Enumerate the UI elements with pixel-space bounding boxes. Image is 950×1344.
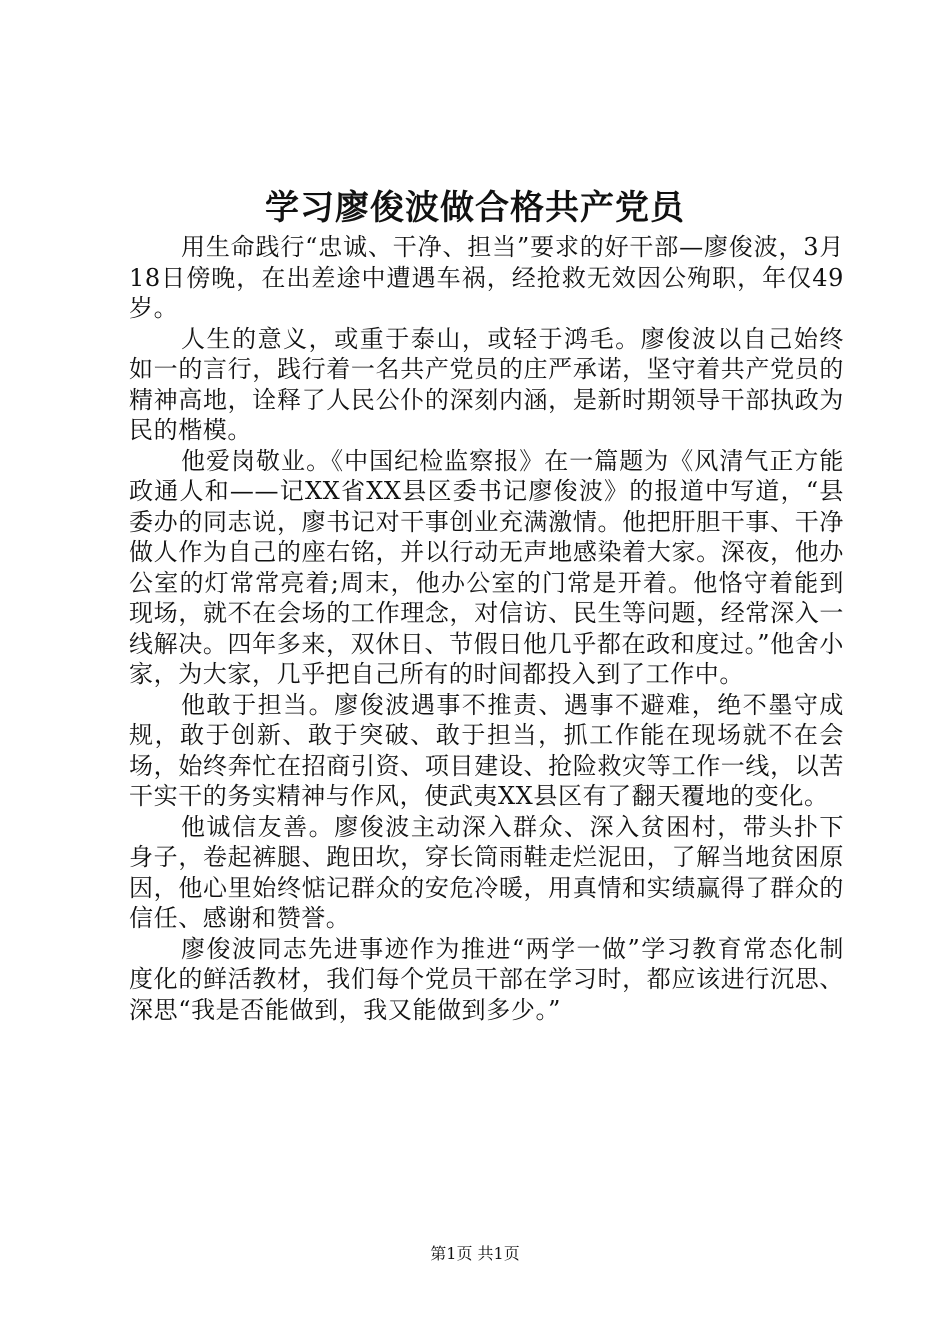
paragraph-1: 用生命践行“忠诚、干净、担当”要求的好干部—廖俊波，3月18日傍晚，在出差途中遭遇车祸，经抢救无效因公殉职，年仅49岁。	[129, 233, 844, 322]
document-body	[129, 232, 844, 1025]
paragraph-4: 他敢于担当。廖俊波遇事不推责、遇事不避难，绝不墨守成规，敢于创新、敢于突破、敢于担当，抓工作能在现场就不在会场，始终奔忙在招商引资、项目建设、抢险救灾等工作一线，以苦干实干的务实精神与作风，使武夷XX县区有了翻天覆地的变化。	[129, 690, 844, 810]
paragraph-6: 廖俊波同志先进事迹作为推进“两学一做”学习教育常态化制度化的鲜活教材，我们每个党员干部在学习时，都应该进行沉思、深思“我是否能做到，我又能做到多少。”	[129, 934, 844, 1024]
page-number-footer: 第1页 共1页	[430, 1244, 520, 1263]
paragraph-2: 人生的意义，或重于泰山，或轻于鸿毛。廖俊波以自己始终如一的言行，践行着一名共产党员的庄严承诺，坚守着共产党员的精神高地，诠释了人民公仆的深刻内涵，是新时期领导干部执政为民的楷模。	[129, 324, 844, 444]
document-title: 学习廖俊波做合格共产党员	[265, 188, 685, 228]
paragraph-3: 他爱岗敬业。《中国纪检监察报》在一篇题为《风清气正方能政通人和——记XX省XX县区委书记廖俊波》的报道中写道，“县委办的同志说，廖书记对干事创业充满激情。他把肝胆干事、干净做人作为自己的座右铭，并以行动无声地感染着大家。深夜，他办公室的灯常常亮着;周末，他办公室的门常是开着。他恪守着能到现场，就不在会场的工作理念，对信访、民生等问题，经常深入一线解决。四年多来，双休日、节假日他几乎都在政和度过。”他舍小家，为大家，几乎把自己所有的时间都投入到了工作中。	[129, 446, 844, 688]
paragraph-5: 他诚信友善。廖俊波主动深入群众、深入贫困村，带头扑下身子，卷起裤腿、跑田坎，穿长筒雨鞋走烂泥田，了解当地贫困原因，他心里始终惦记群众的安危冷暖，用真情和实绩赢得了群众的信任、感谢和赞誉。	[129, 812, 844, 932]
